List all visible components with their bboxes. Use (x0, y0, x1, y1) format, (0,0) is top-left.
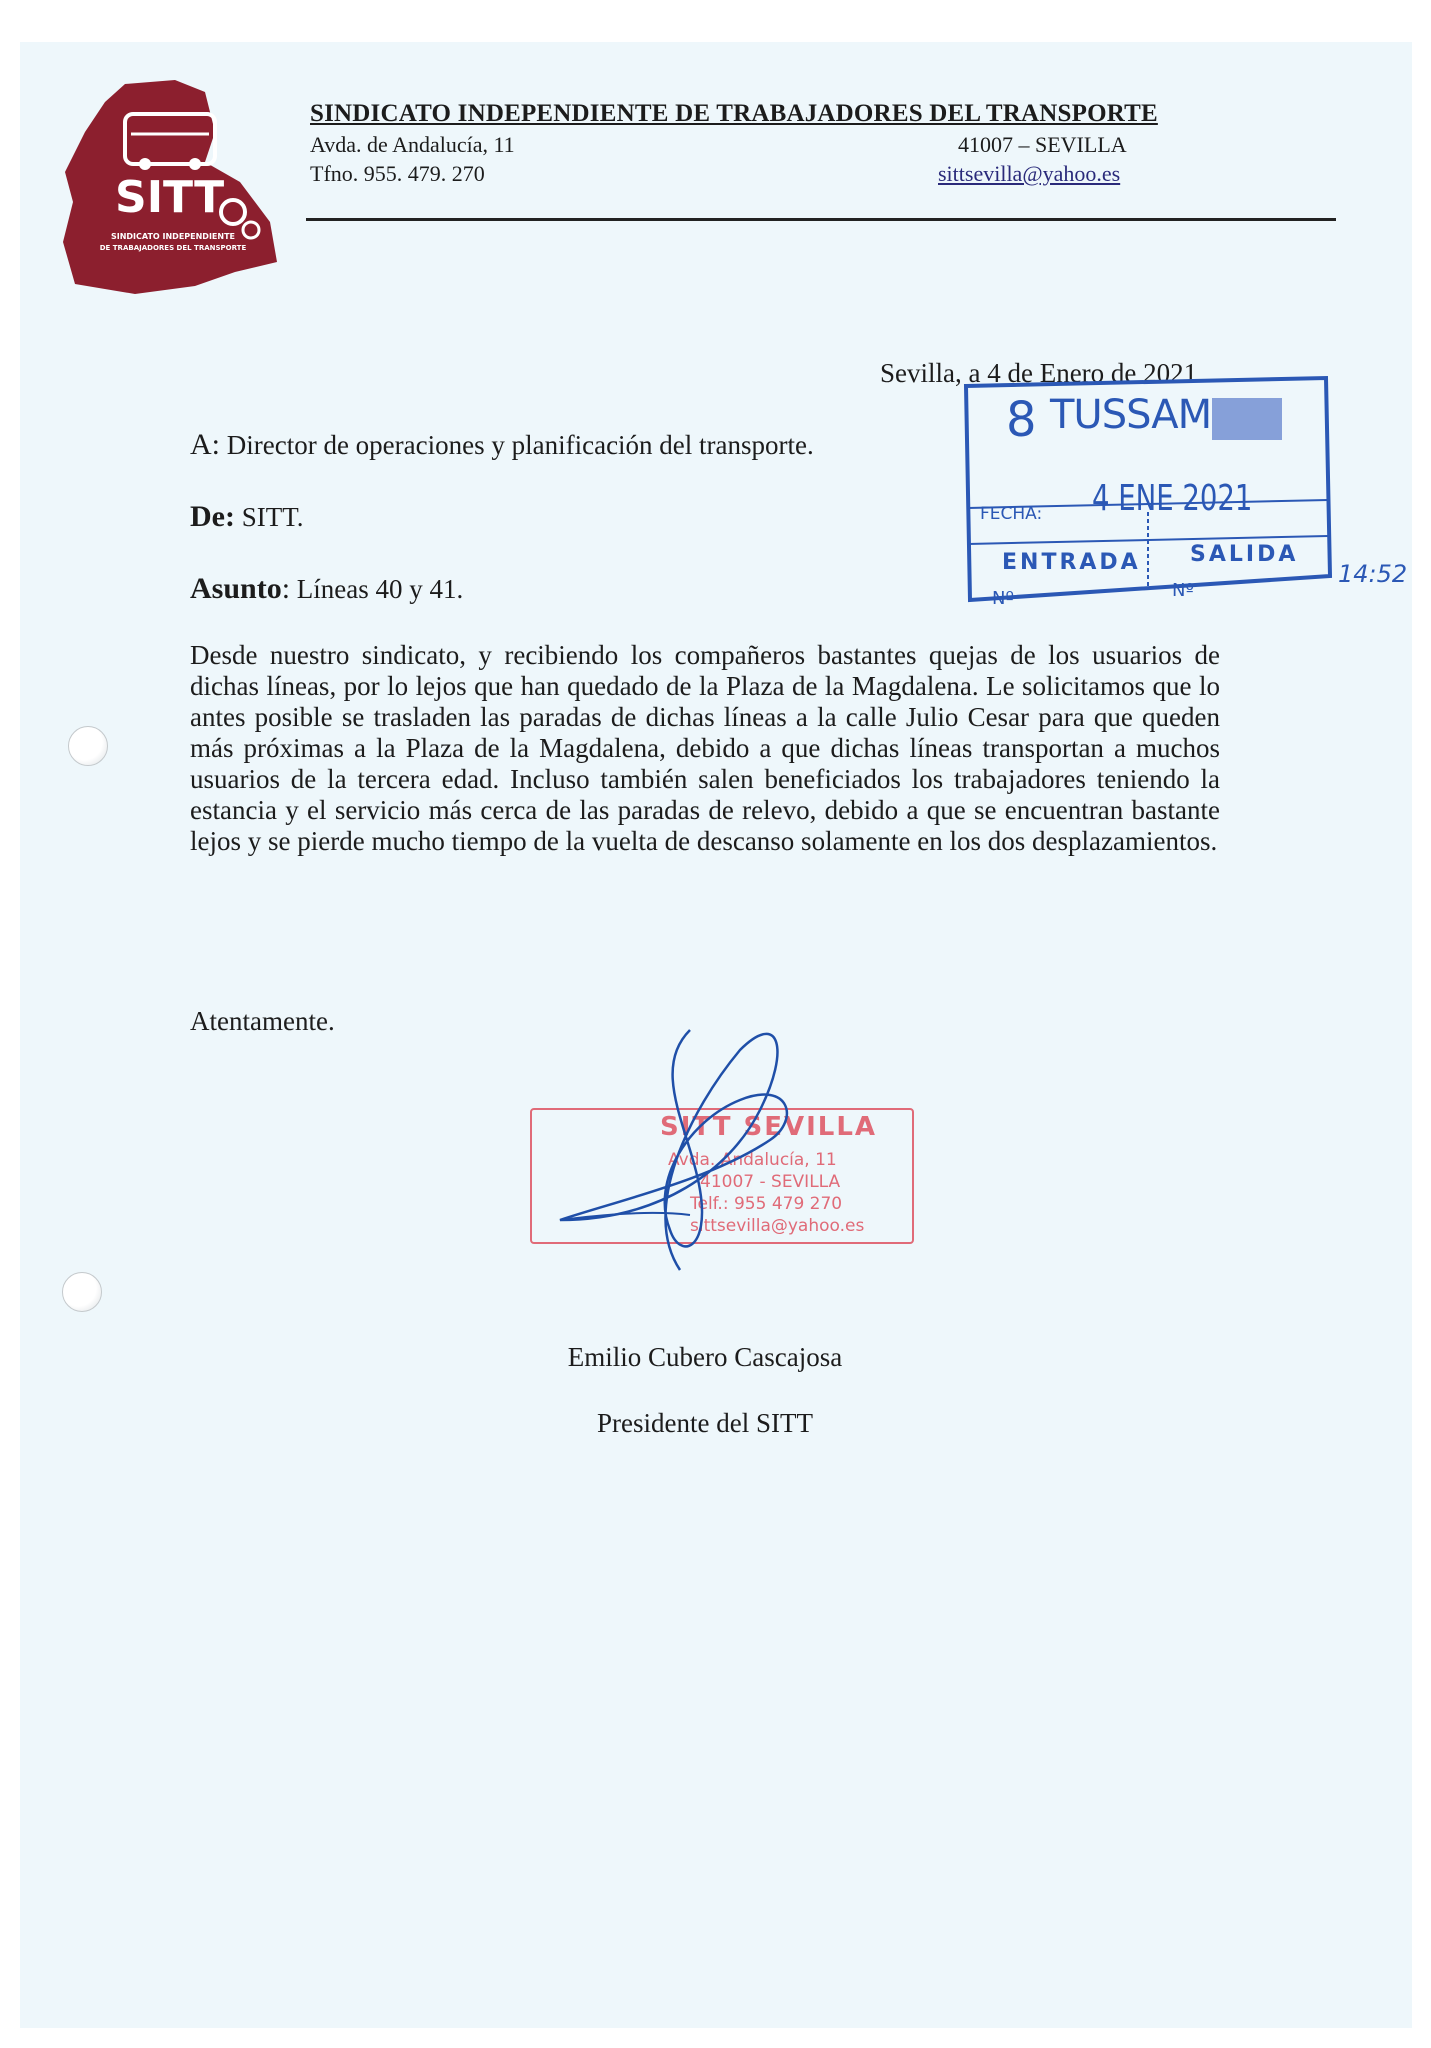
tussam-entrada-label: ENTRADA (1002, 550, 1141, 575)
tussam-salida-label: SALIDA (1190, 542, 1299, 567)
letterhead-city: 41007 – SEVILLA (958, 132, 1127, 157)
recipient-line (190, 428, 814, 462)
handwritten-signature (540, 1010, 820, 1300)
sitt-stamp-email: sittsevilla@yahoo.es (690, 1216, 865, 1236)
sender-label: De: (190, 500, 235, 533)
letter-body: Desde nuestro sindicato, y recibiendo los compañeros bastantes quejas de los usuarios de dichas líneas, por lo lejos que han quedado de la Plaza de la Magdalena. Le solicitamos que lo antes posible se trasladen las paradas de dichas líneas a la calle Julio Cesar para que queden más próximas a la Plaza de la Magdalena, debido a que dichas líneas transportan a muchos usuarios de la tercera edad. Incluso también salen beneficiados los trabajadores teniendo la estancia y el servicio más cerca de las paradas de relevo, debido a que se encuentran bastante lejos y se pierde mucho tiempo de la vuelta de descanso solamente en los dos desplazamientos. (190, 640, 1220, 856)
signatory-name: Emilio Cubero Cascajosa (567, 1342, 843, 1372)
logo-subtitle-1: SINDICATO INDEPENDIENTE (110, 232, 236, 241)
recipient-label: A: (190, 428, 220, 461)
sitt-stamp-address: Avda. Andalucía, 11 (668, 1150, 837, 1170)
sitt-logo (55, 72, 285, 297)
letter-date: Sevilla, a 4 de Enero de 2021 (880, 358, 1198, 388)
logo-text: SITT (115, 172, 225, 223)
letterhead-email-link[interactable]: sittsevilla@yahoo.es (938, 161, 1121, 186)
subject-line (190, 572, 463, 606)
letterhead-title: SINDICATO INDEPENDIENTE DE TRABAJADORES DEL TRANSPORTE (310, 100, 1158, 127)
subject-colon: : (281, 572, 291, 605)
recipient-value: Director de operaciones y planificación del transporte. (220, 430, 814, 460)
sitt-stamp-phone: Telf.: 955 479 270 (690, 1194, 843, 1214)
closing: Atentamente. (190, 1006, 335, 1036)
signatory-role: Presidente del SITT (597, 1408, 813, 1438)
hole-punch (62, 1272, 102, 1312)
subject-value: Líneas 40 y 41. (290, 574, 464, 604)
letterhead-divider (306, 218, 1336, 221)
tussam-brand: TUSSAM (1050, 392, 1212, 438)
sitt-stamp-title: SITT SEVILLA (660, 1112, 878, 1142)
tussam-date: 4 ENE 2021 (1092, 478, 1253, 519)
sitt-stamp-city: 41007 - SEVILLA (700, 1172, 841, 1192)
logo-subtitle-2: DE TRABAJADORES DEL TRANSPORTE (99, 244, 247, 252)
tussam-date-label: FECHA: (980, 504, 1043, 524)
letterhead-phone: Tfno. 955. 479. 270 (310, 161, 485, 186)
letterhead-address: Avda. de Andalucía, 11 (310, 132, 515, 157)
hole-punch (68, 726, 108, 766)
sender-value: SITT. (234, 502, 304, 532)
handwritten-time: 14:52 (1338, 560, 1408, 588)
tussam-stamp-number: 8 (1006, 392, 1037, 448)
sender-line (190, 500, 303, 534)
tussam-entrada-number: Nº (992, 588, 1014, 609)
subject-label: Asunto (190, 572, 282, 605)
tussam-salida-number: Nº (1172, 580, 1194, 601)
